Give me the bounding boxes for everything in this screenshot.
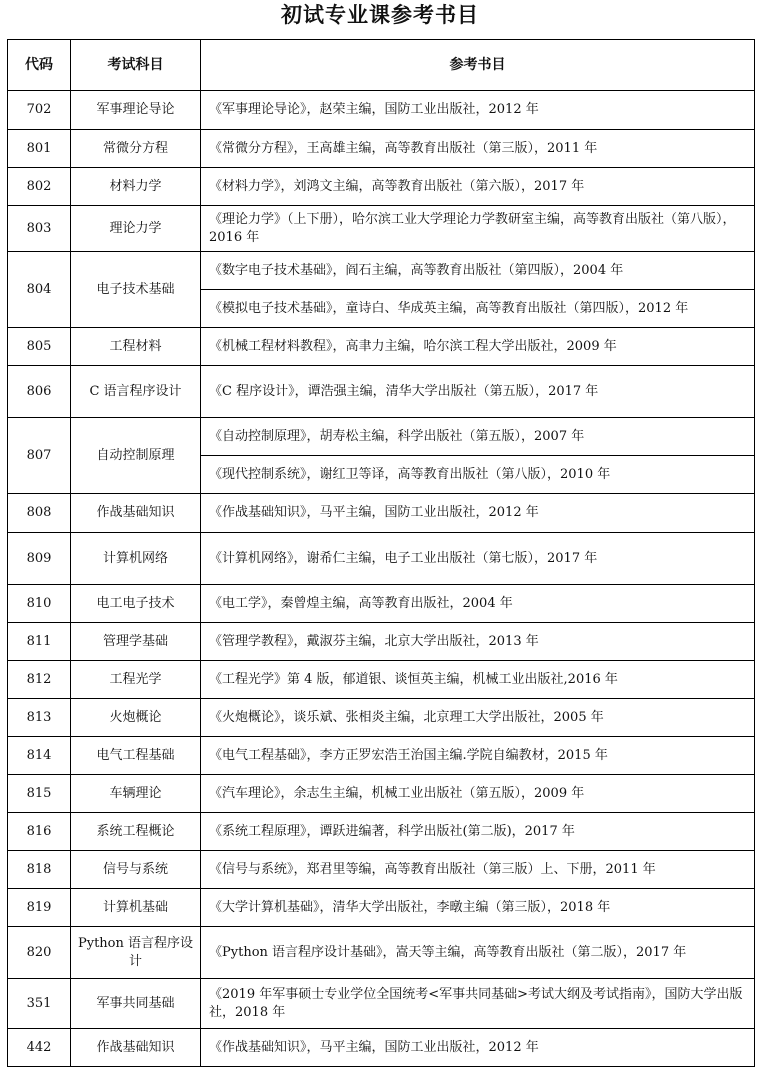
cell-code: 810 xyxy=(8,585,71,623)
table-row xyxy=(8,252,755,290)
cell-book: 《模拟电子技术基础》，童诗白、华成英主编，高等教育出版社（第四版），2012 年 xyxy=(201,290,755,328)
table-row xyxy=(8,91,755,130)
cell-book: 《大学计算机基础》，清华大学出版社，李暾主编（第三版），2018 年 xyxy=(201,889,755,927)
table-row xyxy=(8,775,755,813)
table-row xyxy=(8,585,755,623)
cell-subject: 计算机基础 xyxy=(71,889,201,927)
cell-book: 《材料力学》，刘鸿文主编，高等教育出版社（第六版），2017 年 xyxy=(201,168,755,206)
cell-subject: C 语言程序设计 xyxy=(71,366,201,418)
table-row xyxy=(8,661,755,699)
cell-subject: 信号与系统 xyxy=(71,851,201,889)
cell-code: 442 xyxy=(8,1029,71,1067)
cell-book: 《军事理论导论》，赵荣主编，国防工业出版社，2012 年 xyxy=(201,91,755,130)
cell-book: 《数字电子技术基础》，阎石主编，高等教育出版社（第四版），2004 年 xyxy=(201,252,755,290)
cell-code: 802 xyxy=(8,168,71,206)
cell-code: 813 xyxy=(8,699,71,737)
cell-book: 《电气工程基础》，李方正罗宏浩王治国主编.学院自编教材，2015 年 xyxy=(201,737,755,775)
cell-code: 805 xyxy=(8,328,71,366)
table-row xyxy=(8,418,755,456)
cell-book: 《火炮概论》，谈乐斌、张相炎主编，北京理工大学出版社，2005 年 xyxy=(201,699,755,737)
cell-subject: 管理学基础 xyxy=(71,623,201,661)
cell-subject: 工程光学 xyxy=(71,661,201,699)
cell-subject: 工程材料 xyxy=(71,328,201,366)
table-row xyxy=(8,979,755,1029)
header-subject: 考试科目 xyxy=(71,40,201,91)
reference-book-table xyxy=(7,39,755,1067)
page-title: 初试专业课参考书目 xyxy=(281,2,479,27)
cell-code: 702 xyxy=(8,91,71,130)
cell-book: 《C 程序设计》，谭浩强主编，清华大学出版社（第五版），2017 年 xyxy=(201,366,755,418)
table-row xyxy=(8,623,755,661)
header-code: 代码 xyxy=(8,40,71,91)
cell-subject: 材料力学 xyxy=(71,168,201,206)
cell-book: 《作战基础知识》，马平主编，国防工业出版社，2012 年 xyxy=(201,494,755,533)
table-row xyxy=(8,130,755,168)
cell-book: 《Python 语言程序设计基础》，嵩天等主编，高等教育出版社（第二版），2017 年 xyxy=(201,927,755,979)
cell-book: 《工程光学》第 4 版，郁道银、谈恒英主编，机械工业出版社,2016 年 xyxy=(201,661,755,699)
cell-book: 《计算机网络》，谢希仁主编，电子工业出版社（第七版），2017 年 xyxy=(201,533,755,585)
cell-code: 818 xyxy=(8,851,71,889)
cell-book: 《理论力学》（上下册），哈尔滨工业大学理论力学教研室主编，高等教育出版社（第八版），2016 年 xyxy=(201,206,755,252)
cell-subject: 火炮概论 xyxy=(71,699,201,737)
cell-subject: 车辆理论 xyxy=(71,775,201,813)
table-row xyxy=(8,328,755,366)
table-row xyxy=(8,494,755,533)
table-row xyxy=(8,927,755,979)
cell-code: 820 xyxy=(8,927,71,979)
cell-subject: 系统工程概论 xyxy=(71,813,201,851)
table-row xyxy=(8,889,755,927)
cell-book: 《作战基础知识》，马平主编，国防工业出版社，2012 年 xyxy=(201,1029,755,1067)
cell-book: 《管理学教程》，戴淑芬主编，北京大学出版社，2013 年 xyxy=(201,623,755,661)
table-row xyxy=(8,533,755,585)
table-row xyxy=(8,813,755,851)
cell-subject: 电工电子技术 xyxy=(71,585,201,623)
table-header-row xyxy=(8,40,755,91)
cell-book: 《2019 年军事硕士专业学位全国统考<军事共同基础>考试大纲及考试指南》，国防大学出版社，2018 年 xyxy=(201,979,755,1029)
cell-code: 351 xyxy=(8,979,71,1029)
cell-code: 808 xyxy=(8,494,71,533)
cell-code: 816 xyxy=(8,813,71,851)
table-row xyxy=(8,206,755,252)
cell-code: 807 xyxy=(8,418,71,494)
cell-subject: 军事共同基础 xyxy=(71,979,201,1029)
cell-subject: 常微分方程 xyxy=(71,130,201,168)
cell-subject: 作战基础知识 xyxy=(71,494,201,533)
cell-code: 819 xyxy=(8,889,71,927)
cell-code: 815 xyxy=(8,775,71,813)
cell-subject: 军事理论导论 xyxy=(71,91,201,130)
table-row xyxy=(8,366,755,418)
cell-code: 812 xyxy=(8,661,71,699)
cell-book: 《系统工程原理》，谭跃进编著，科学出版社(第二版)，2017 年 xyxy=(201,813,755,851)
cell-book: 《常微分方程》，王高雄主编，高等教育出版社（第三版），2011 年 xyxy=(201,130,755,168)
table-row xyxy=(8,1029,755,1067)
cell-subject: 自动控制原理 xyxy=(71,418,201,494)
cell-book: 《汽车理论》，余志生主编，机械工业出版社（第五版），2009 年 xyxy=(201,775,755,813)
cell-subject: Python 语言程序设计 xyxy=(71,927,201,979)
cell-code: 814 xyxy=(8,737,71,775)
table-row xyxy=(8,851,755,889)
cell-subject: 电子技术基础 xyxy=(71,252,201,328)
cell-subject: 计算机网络 xyxy=(71,533,201,585)
cell-book: 《信号与系统》，郑君里等编，高等教育出版社（第三版）上、下册，2011 年 xyxy=(201,851,755,889)
cell-code: 803 xyxy=(8,206,71,252)
cell-book: 《现代控制系统》，谢红卫等译，高等教育出版社（第八版），2010 年 xyxy=(201,456,755,494)
table-row xyxy=(8,737,755,775)
cell-code: 801 xyxy=(8,130,71,168)
cell-code: 806 xyxy=(8,366,71,418)
cell-code: 804 xyxy=(8,252,71,328)
table-row xyxy=(8,168,755,206)
cell-code: 811 xyxy=(8,623,71,661)
cell-subject: 理论力学 xyxy=(71,206,201,252)
header-books: 参考书目 xyxy=(201,40,755,91)
cell-book: 《自动控制原理》，胡寿松主编，科学出版社（第五版），2007 年 xyxy=(201,418,755,456)
cell-subject: 电气工程基础 xyxy=(71,737,201,775)
cell-book: 《电工学》，秦曾煌主编，高等教育出版社，2004 年 xyxy=(201,585,755,623)
cell-code: 809 xyxy=(8,533,71,585)
cell-book: 《机械工程材料教程》，高聿力主编，哈尔滨工程大学出版社，2009 年 xyxy=(201,328,755,366)
table-row xyxy=(8,699,755,737)
cell-subject: 作战基础知识 xyxy=(71,1029,201,1067)
